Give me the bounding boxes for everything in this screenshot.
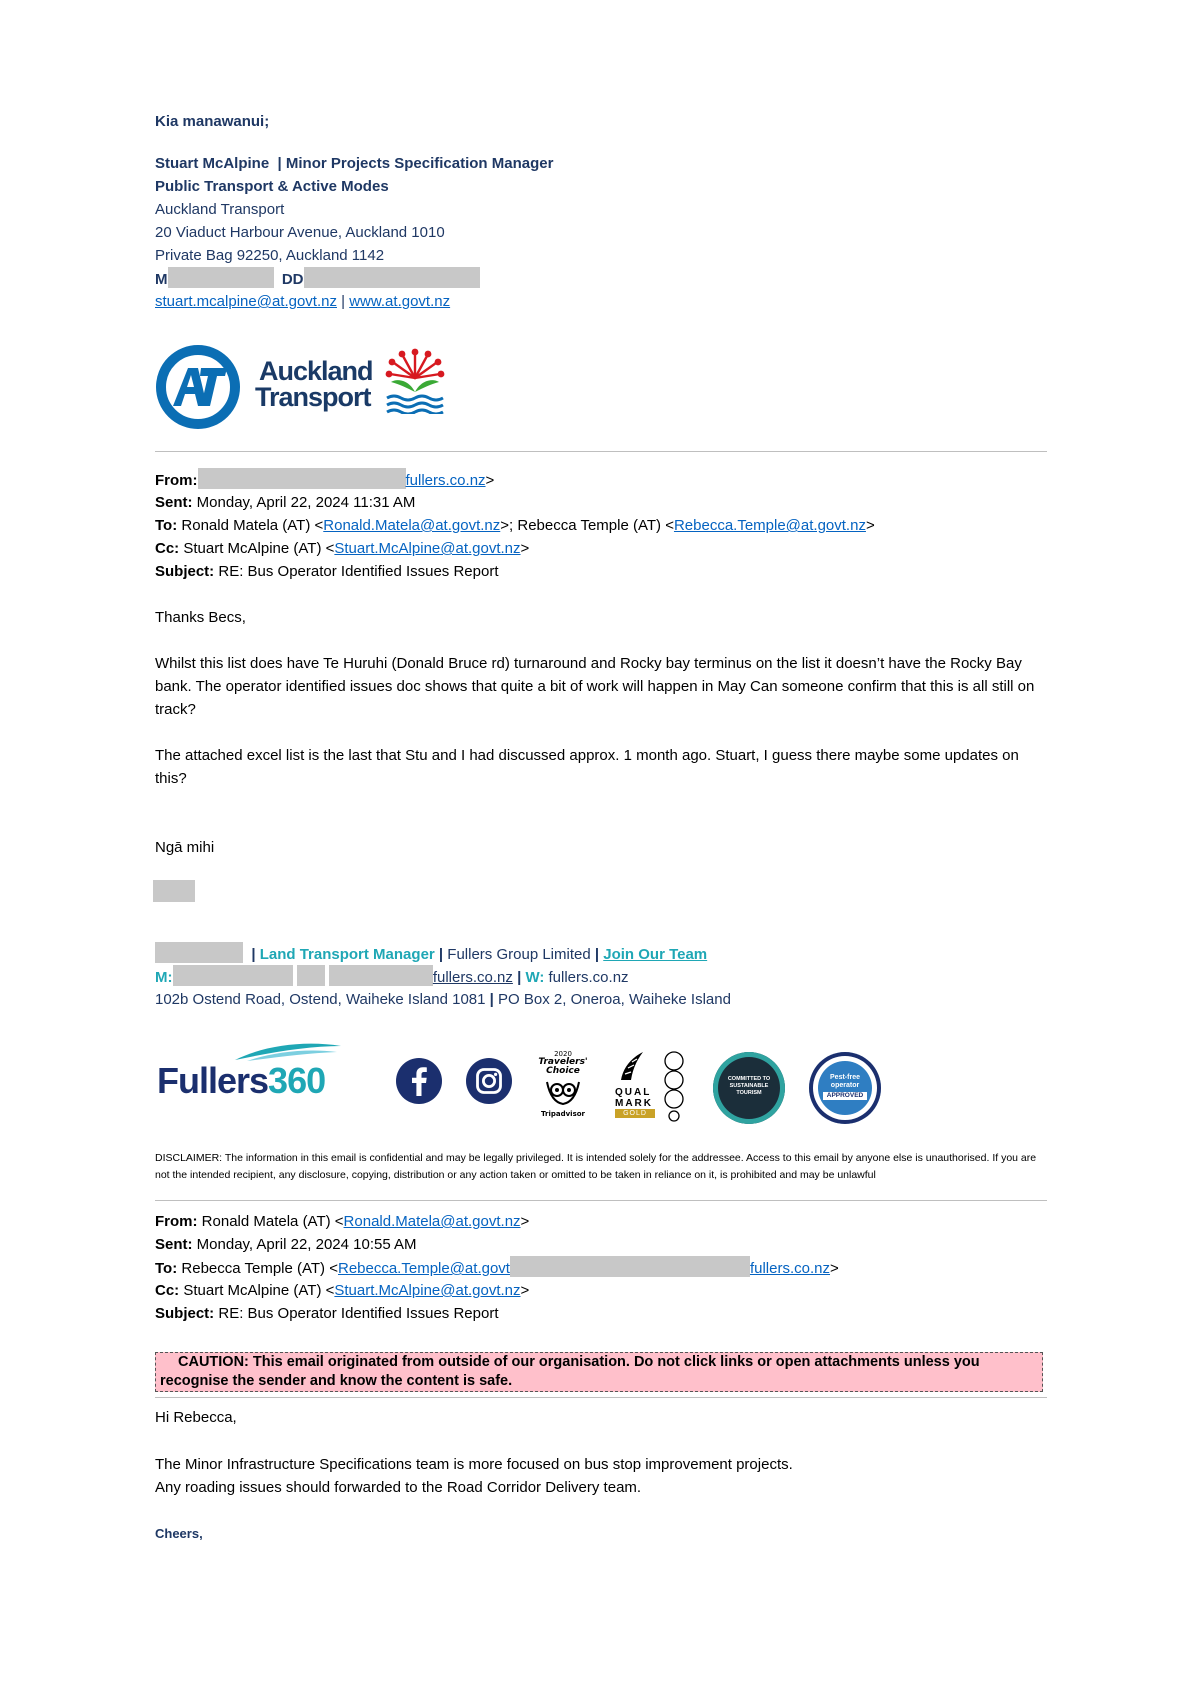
sent-value: Monday, April 22, 2024 11:31 AM bbox=[196, 494, 416, 511]
pest-free-badge bbox=[809, 1052, 881, 1124]
redacted-recipient bbox=[510, 1256, 750, 1277]
email1-paragraph1: Whilst this list does have Te Huruhi (Donald Bruce rd) turnaround and Rocky bay terminus on the list it doesn’t have the Rocky Bay bank. The operator identified issues doc shows that quite a bit of work will happen in May Can someone confirm that this is all still on track? bbox=[155, 655, 1035, 718]
from-email-link[interactable]: Ronald.Matela@at.govt.nz bbox=[343, 1213, 521, 1230]
from-label: From: bbox=[155, 1213, 198, 1230]
to-separator: >; Rebecca Temple (AT) < bbox=[500, 517, 674, 534]
header-separator bbox=[155, 451, 1047, 452]
disclaimer: DISCLAIMER: The information in this email is confidential and may be legally privileged. It is intended solely for the addressee. Access to this email by anyone else is unauthorised. If you are not the intended recipient, any disclosure, copying, distribution or any action taken or omitted to be taken in reliance on it, is prohibited and may be unlawful bbox=[155, 1152, 1037, 1181]
signature-website-link[interactable]: www.at.govt.nz bbox=[349, 293, 451, 310]
at-logo-icon bbox=[155, 344, 241, 430]
to-email-link[interactable]: Rebecca.Temple@at.govt bbox=[337, 1260, 510, 1277]
signature-org: Auckland Transport bbox=[155, 201, 285, 218]
caution-banner bbox=[155, 1352, 1043, 1392]
fullers-signature-line2: M: fullers.co.nz | W: fullers.co.nz bbox=[155, 965, 629, 989]
email1-salutation: Thanks Becs, bbox=[155, 609, 246, 626]
cc-name: Stuart McAlpine (AT) < bbox=[183, 540, 335, 557]
signature-name-line: Stuart McAlpine | Minor Projects Specification Manager bbox=[155, 155, 554, 172]
redacted-signer-name bbox=[153, 880, 195, 902]
tripadvisor-owl-icon bbox=[543, 1076, 583, 1106]
facebook-icon[interactable] bbox=[395, 1057, 443, 1105]
redacted-email-user bbox=[329, 965, 433, 986]
to-label: To: bbox=[155, 517, 178, 534]
tripadvisor-badge bbox=[533, 1050, 593, 1120]
signature-name: Stuart McAlpine bbox=[155, 155, 270, 172]
sustainable-line2: SUSTAINABLE bbox=[729, 1083, 769, 1089]
email2-salutation: Hi Rebecca, bbox=[155, 1409, 237, 1426]
greeting: Kia manawanui; bbox=[155, 113, 270, 130]
cc-name: Stuart McAlpine (AT) < bbox=[183, 1282, 335, 1299]
silver-fern-icon bbox=[615, 1050, 647, 1082]
email2-from: From: Ronald Matela (AT) <Ronald.Matela@at.govt.nz> bbox=[155, 1213, 530, 1230]
subject-label: Subject: bbox=[155, 1305, 215, 1322]
sent-value: Monday, April 22, 2024 10:55 AM bbox=[196, 1236, 417, 1253]
pestfree-line1: Pest-free bbox=[830, 1074, 860, 1081]
qualmark-line2: MARK bbox=[615, 1098, 653, 1109]
at-logo-word2: Transport bbox=[255, 382, 371, 412]
dd-label: DD bbox=[281, 271, 304, 288]
qualmark-badge bbox=[615, 1050, 659, 1122]
cc-email-link[interactable]: Stuart.McAlpine@at.govt.nz bbox=[334, 540, 521, 557]
email2-separator bbox=[155, 1200, 1047, 1201]
signature-department: Public Transport & Active Modes bbox=[155, 178, 389, 195]
fullers-role: Land Transport Manager bbox=[259, 946, 435, 963]
subject-label: Subject: bbox=[155, 563, 215, 580]
to-email-tail-link[interactable]: fullers.co.nz bbox=[749, 1260, 831, 1277]
mobile-label: M bbox=[155, 271, 168, 288]
email2-to: To: Rebecca Temple (AT) <Rebecca.Temple@at.govt fullers.co.nz> bbox=[155, 1256, 839, 1280]
to-name: Rebecca Temple (AT) < bbox=[181, 1260, 338, 1277]
sent-label: Sent: bbox=[155, 1236, 193, 1253]
pohutukawa-flower-icon bbox=[385, 346, 445, 414]
tripadvisor-line2: Choice bbox=[546, 1066, 580, 1076]
fullers-mobile-label: M: bbox=[155, 969, 173, 986]
email1-from: From: fullers.co.nz> bbox=[155, 468, 494, 492]
to-name1: Ronald Matela (AT) < bbox=[181, 517, 324, 534]
to-label: To: bbox=[155, 1260, 178, 1277]
instagram-icon[interactable] bbox=[465, 1057, 513, 1105]
join-our-team-link[interactable]: Join Our Team bbox=[603, 946, 708, 963]
email1-cc: Cc: Stuart McAlpine (AT) <Stuart.McAlpine@at.govt.nz> bbox=[155, 540, 530, 557]
sustainable-line1: COMMITTED TO bbox=[727, 1076, 771, 1082]
redacted-name bbox=[155, 942, 243, 963]
email2-cc: Cc: Stuart McAlpine (AT) <Stuart.McAlpine@at.govt.nz> bbox=[155, 1282, 530, 1299]
qualmark-line1: QUAL bbox=[615, 1087, 652, 1098]
signature-links: stuart.mcalpine@at.govt.nz | www.at.govt.nz bbox=[155, 293, 451, 310]
redacted-mobile bbox=[168, 267, 274, 288]
tripadvisor-line1: Travelers' bbox=[538, 1057, 588, 1067]
email2-subject bbox=[155, 1302, 499, 1325]
redacted-sender bbox=[198, 468, 406, 489]
caution-text: CAUTION: This email originated from outside of our organisation. Do not click links or open attachments unless you recognise the sender and know the content is safe. bbox=[160, 1354, 980, 1389]
signature-phone-line bbox=[155, 267, 480, 291]
fullers-company: Fullers Group Limited bbox=[447, 946, 591, 963]
to-email2-link[interactable]: Rebecca.Temple@at.govt.nz bbox=[673, 517, 866, 534]
signature-address2: Private Bag 92250, Auckland 1142 bbox=[155, 247, 385, 264]
pestfree-line3: APPROVED bbox=[823, 1092, 867, 1100]
cc-label: Cc: bbox=[155, 540, 180, 557]
redacted-dd bbox=[304, 267, 480, 288]
redacted-mobile2 bbox=[173, 965, 293, 986]
fullers-wave-icon bbox=[233, 1040, 343, 1062]
signature-address1: 20 Viaduct Harbour Avenue, Auckland 1010 bbox=[155, 224, 445, 241]
subject-value: RE: Bus Operator Identified Issues Report bbox=[218, 563, 499, 580]
tripadvisor-name: Tripadvisor bbox=[541, 1110, 585, 1118]
tripadvisor-year: 2020 bbox=[554, 1050, 572, 1058]
email2-line1: The Minor Infrastructure Specifications team is more focused on bus stop improvement projects. bbox=[155, 1456, 793, 1473]
fullers-web-label: W: bbox=[525, 969, 545, 986]
signature-title: Minor Projects Specification Manager bbox=[285, 155, 554, 172]
sustainable-tourism-badge bbox=[713, 1052, 785, 1124]
fullers-logo-number: 360 bbox=[268, 1060, 326, 1101]
from-name: Ronald Matela (AT) < bbox=[201, 1213, 344, 1230]
email1-signoff: Ngā mihi bbox=[155, 839, 215, 856]
email1-sent bbox=[155, 491, 415, 514]
sent-label: Sent: bbox=[155, 494, 193, 511]
email2-sent bbox=[155, 1233, 417, 1256]
qualmark-awards-icon bbox=[661, 1050, 687, 1122]
subject-value: RE: Bus Operator Identified Issues Report bbox=[218, 1305, 499, 1322]
fullers-logo bbox=[157, 1062, 325, 1100]
email2-signoff: Cheers, bbox=[155, 1526, 203, 1541]
sustainable-line3: TOURISM bbox=[736, 1090, 762, 1096]
qualmark-level: GOLD bbox=[615, 1109, 655, 1118]
signature-email-link[interactable]: stuart.mcalpine@at.govt.nz bbox=[155, 293, 337, 310]
fullers-address: 102b Ostend Road, Ostend, Waiheke Island 1081 bbox=[155, 991, 486, 1008]
to-email1-link[interactable]: Ronald.Matela@at.govt.nz bbox=[323, 517, 501, 534]
caution-separator bbox=[155, 1397, 1047, 1398]
fullers-website[interactable]: fullers.co.nz bbox=[548, 969, 629, 986]
from-label: From: bbox=[155, 472, 198, 489]
cc-email-link[interactable]: Stuart.McAlpine@at.govt.nz bbox=[334, 1282, 521, 1299]
email1-paragraph2: The attached excel list is the last that Stu and I had discussed approx. 1 month ago. Stuart, I guess there maybe some updates on this? bbox=[155, 747, 1019, 787]
fullers-pobox: PO Box 2, Oneroa, Waiheke Island bbox=[498, 991, 731, 1008]
pestfree-line2: operator bbox=[830, 1082, 860, 1089]
fullers-signature-line3: 102b Ostend Road, Ostend, Waiheke Island 1081 | PO Box 2, Oneroa, Waiheke Island bbox=[155, 991, 731, 1008]
cc-label: Cc: bbox=[155, 1282, 180, 1299]
at-logo-word1: Auckland bbox=[259, 356, 373, 386]
email2-line2: Any roading issues should forwarded to the Road Corridor Delivery team. bbox=[155, 1479, 642, 1496]
fullers-email-link[interactable]: fullers.co.nz bbox=[432, 969, 513, 986]
from-domain-link[interactable]: fullers.co.nz bbox=[405, 472, 486, 489]
fullers-logo-text: Fullers bbox=[157, 1060, 269, 1101]
email1-to: To: Ronald Matela (AT) <Ronald.Matela@at.govt.nz>; Rebecca Temple (AT) <Rebecca.Temple@at.govt.nz> bbox=[155, 517, 875, 534]
redacted-block bbox=[297, 965, 325, 986]
email1-subject bbox=[155, 560, 499, 583]
fullers-signature-line1: | Land Transport Manager | Fullers Group Limited | Join Our Team bbox=[155, 942, 707, 966]
